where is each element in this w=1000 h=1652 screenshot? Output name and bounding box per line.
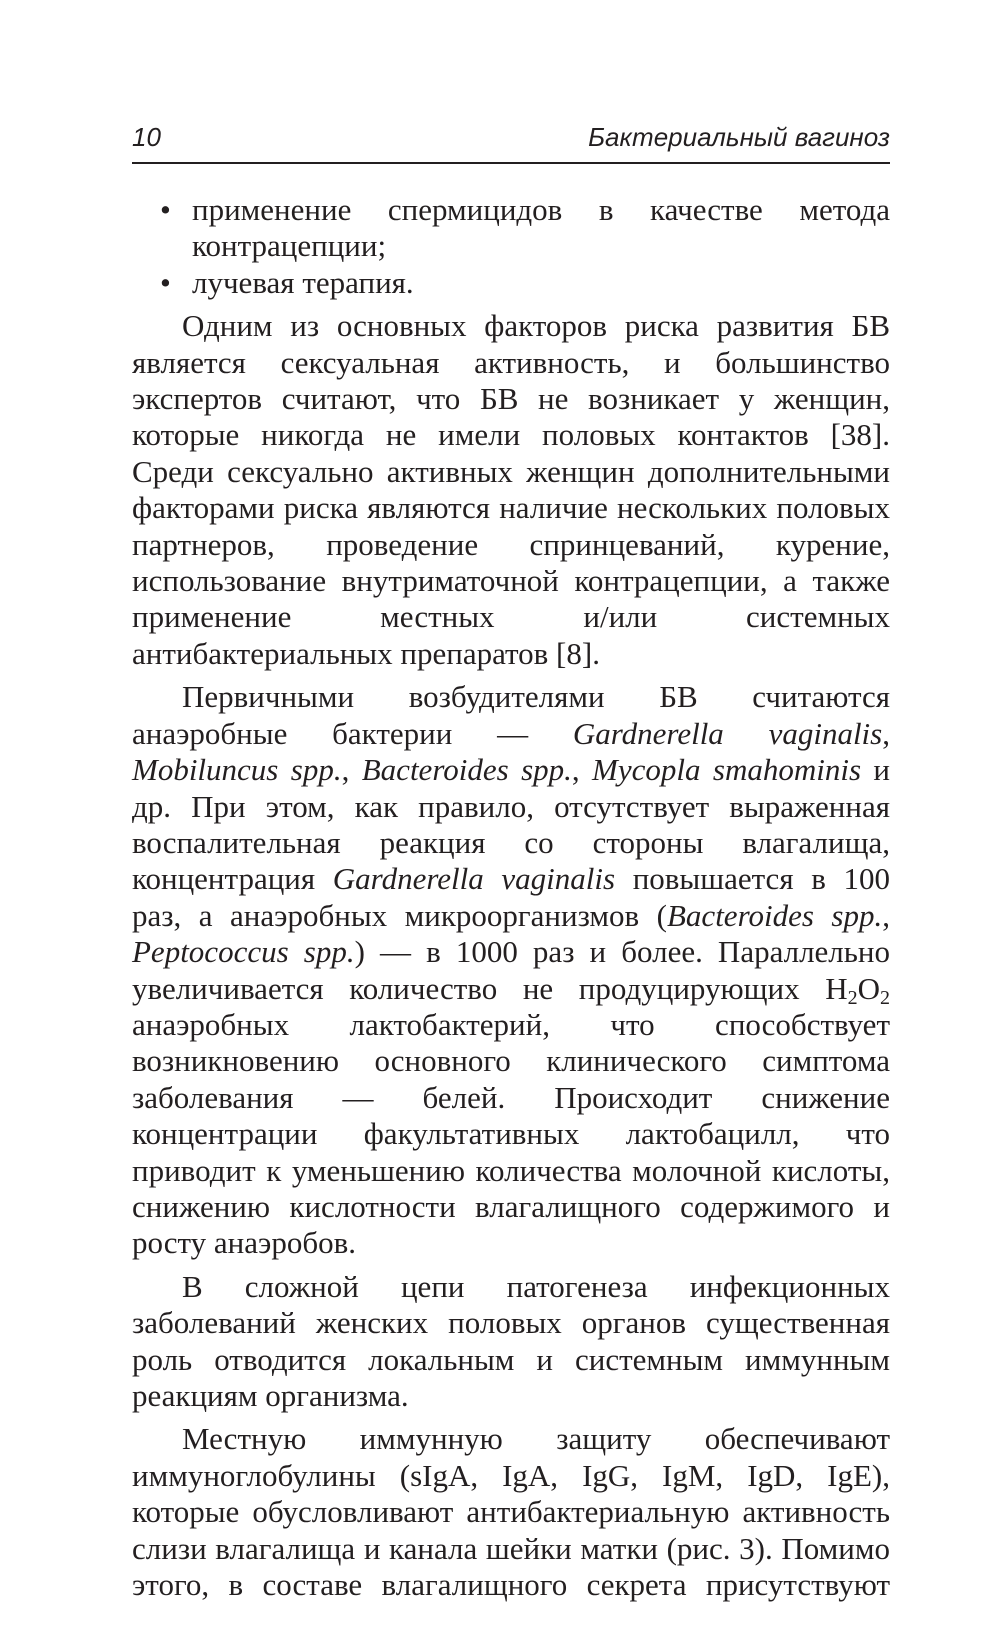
species-name: Mobiluncus spp. xyxy=(132,752,342,788)
paragraph-risk-factors: Одним из основных факторов риска развития БВ является сексуальная активность, и большинство экспертов считают, что БВ не возникает у женщин, которые никогда не имели половых контактов [38]. Среди сексуально активных женщин дополнительными факторами риска являются наличие нескольких половых партнеров, проведение спринцеваний, курение, использование внутриматочной контрацепции, а также применение местных и/или системных антибактериальных препаратов [8]. xyxy=(132,308,890,671)
paragraph-immune-defense: Местную иммунную защиту обеспечивают иммуноглобулины (sIgA, IgA, IgG, IgM, IgD, IgE), которые обусловливают антибактериальную активность слизи влагалища и канала шейки матки (рис. 3). Помимо этого, в составе влагалищного секрета присутствуют xyxy=(132,1421,890,1603)
body-text xyxy=(132,192,890,1603)
species-name: Bacteroides spp. xyxy=(667,897,883,933)
bullet-text: лучевая терапия. xyxy=(192,264,414,300)
species-name: Peptococcus spp. xyxy=(132,934,355,970)
bullet-text: применение спермицидов в качестве метода контрацепции; xyxy=(192,192,890,264)
page-header xyxy=(132,110,890,164)
page-number: 10 xyxy=(132,122,161,152)
paragraph-pathogenesis: В сложной цепи патогенеза инфекционных заболеваний женских половых органов существенная роль отводится локальным и системным иммунным реакциям организма. xyxy=(132,1268,890,1413)
species-name: Mycopla smahominis xyxy=(592,752,862,788)
species-name: Gardnerella vaginalis xyxy=(332,861,616,897)
bullet-item xyxy=(132,265,890,301)
species-name: Gardnerella vaginalis xyxy=(572,715,883,751)
bullet-icon: • xyxy=(160,192,171,227)
formula-h2o2: $H_2O_2$ xyxy=(825,970,890,1009)
running-title: Бактериальный вагиноз xyxy=(588,122,890,152)
paragraph-pathogens: Первичными возбудителями БВ считаются анаэробные бактерии — Gardnerella vaginalis, Mobiluncus spp., Bacteroides spp., Mycopla smahominis и др. При этом, как правило, отсутствует выраженная воспалительная реакция со стороны влагалища, концентрация Gardnerella vaginalis повышается в 100 раз, а анаэробных микроорганизмов (Bacteroides spp., Peptococcus spp.) — в 1000 раз и более. Параллельно увеличивается количество не продуцирующих $H_2O_2$ анаэробных лактобактерий, что способствует возникновению основного клинического симптома заболевания — белей. Происходит снижение концентрации факультативных лактобацилл, что приводит к уменьшению количества молочной кислоты, снижению кислотности влагалищного содержимого и росту анаэробов. xyxy=(132,679,891,1261)
species-name: Bacteroides spp. xyxy=(361,752,572,788)
bullet-icon: • xyxy=(160,264,171,300)
bullet-item xyxy=(132,192,890,265)
